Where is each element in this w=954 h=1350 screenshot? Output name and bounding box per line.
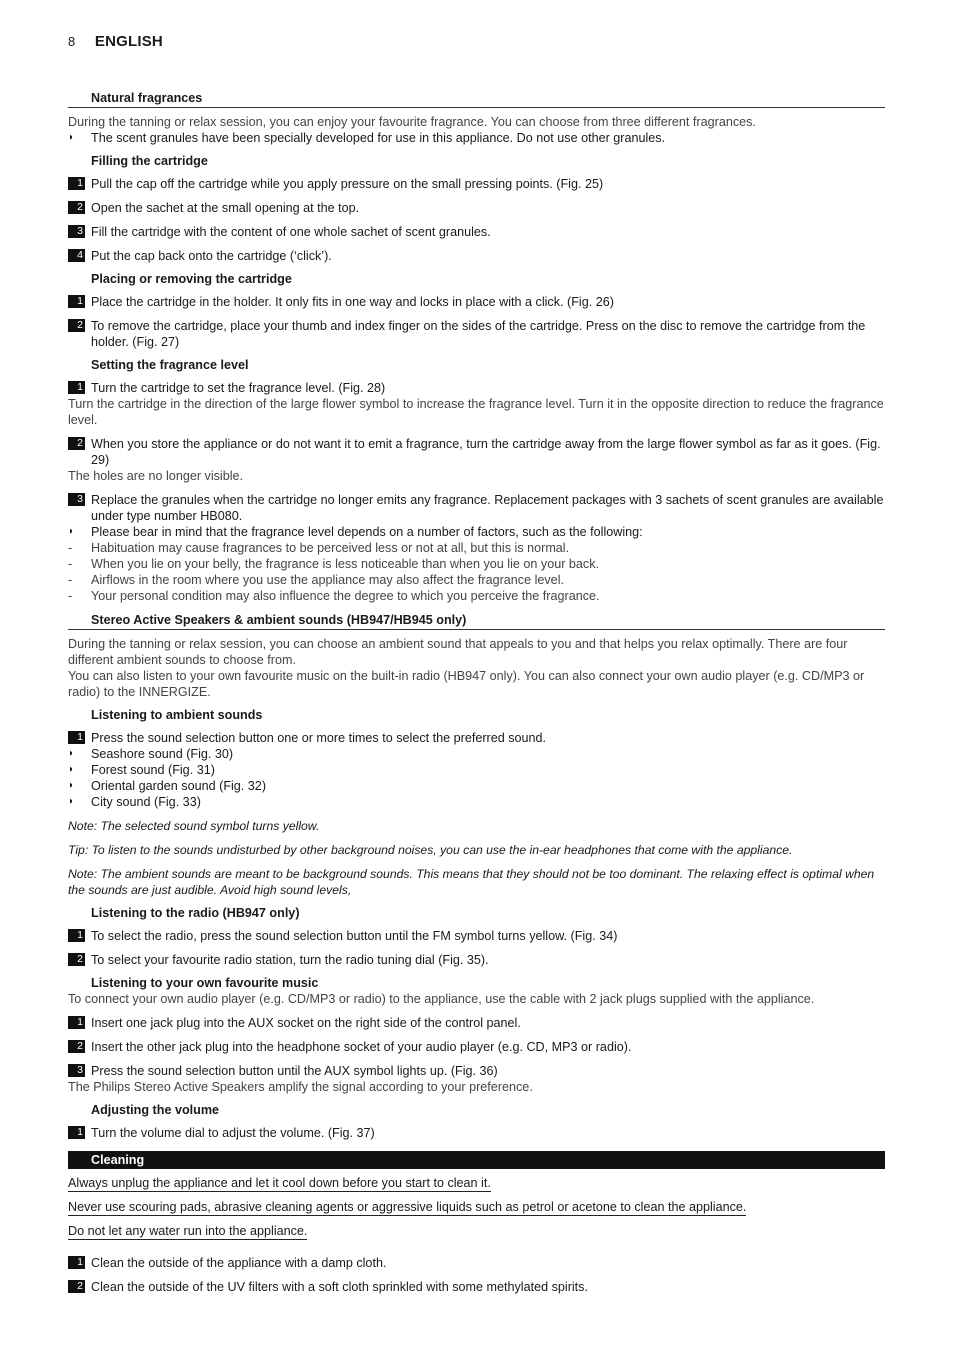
step-number: 1 bbox=[68, 1256, 85, 1269]
warning-text: Always unplug the appliance and let it cool down before you start to clean it. bbox=[68, 1176, 491, 1190]
step-item: 1 Pull the cap off the cartridge while you apply pressure on the small pressing points. (Fig. 25) bbox=[68, 176, 885, 192]
section-title-natural-fragrances: Natural fragrances bbox=[68, 90, 885, 108]
warning-text: Never use scouring pads, abrasive cleaning agents or aggressive liquids such as petrol or acetone to clean the appliance. bbox=[68, 1200, 747, 1214]
warning-text: Do not let any water run into the appliance. bbox=[68, 1224, 308, 1238]
step-number: 1 bbox=[68, 1016, 85, 1029]
step-item: 3 Press the sound selection button until the AUX symbol lights up. (Fig. 36) bbox=[68, 1063, 885, 1079]
step-item: 2 To select your favourite radio station, turn the radio tuning dial (Fig. 35). bbox=[68, 952, 885, 968]
stereo-intro-1: During the tanning or relax session, you can choose an ambient sound that appeals to you and that helps you relax optimally. There are four different ambient sounds to choose from. bbox=[68, 637, 848, 667]
bullet-icon: ◗ bbox=[68, 526, 75, 537]
step-number: 3 bbox=[68, 1064, 85, 1077]
subtitle-placing: Placing or removing the cartridge bbox=[91, 272, 292, 286]
language-label: ENGLISH bbox=[94, 33, 163, 50]
subtitle-volume: Adjusting the volume bbox=[91, 1103, 220, 1117]
step-item: 1 Insert one jack plug into the AUX socket on the right side of the control panel. bbox=[68, 1015, 885, 1031]
step-item: 2 When you store the appliance or do not want it to emit a fragrance, turn the cartridge away from the large flower symbol as far as it goes. (Fig. 29) bbox=[68, 436, 885, 468]
subtitle-music: Listening to your own favourite music bbox=[91, 976, 319, 990]
dash-item: - When you lie on your belly, the fragrance is less noticeable than when you lie on your back. bbox=[68, 557, 600, 571]
step-item: 2 Insert the other jack plug into the headphone socket of your audio player (e.g. CD, MP3 or radio). bbox=[68, 1039, 885, 1055]
step-item: 2 Open the sachet at the small opening at the top. bbox=[68, 200, 885, 216]
bullet-icon: ◗ bbox=[68, 764, 75, 775]
step-item: 1 Press the sound selection button one or more times to select the preferred sound. bbox=[68, 730, 885, 746]
step-item: 2 Clean the outside of the UV filters with a soft cloth sprinkled with some methylated spirits. bbox=[68, 1279, 885, 1295]
bullet-icon: ◗ bbox=[68, 796, 75, 807]
setting-2-text: The holes are no longer visible. bbox=[68, 469, 244, 483]
step-number: 2 bbox=[68, 319, 85, 332]
step-number: 4 bbox=[68, 249, 85, 262]
step-item: 3 Fill the cartridge with the content of one whole sachet of scent granules. bbox=[68, 224, 885, 240]
subtitle-filling: Filling the cartridge bbox=[91, 154, 208, 168]
tip-text: Tip: To listen to the sounds undisturbed by other background noises, you can use the in-ear headphones that come with the appliance. bbox=[68, 843, 793, 857]
dash-item: - Your personal condition may also influence the degree to which you perceive the fragrance. bbox=[68, 589, 600, 603]
bullet-icon: ◗ bbox=[68, 132, 75, 143]
step-item: 1 To select the radio, press the sound selection button until the FM symbol turns yellow. (Fig. 34) bbox=[68, 928, 885, 944]
subtitle-setting: Setting the fragrance level bbox=[91, 358, 249, 372]
bullet-item: ◗ The scent granules have been specially developed for use in this appliance. Do not use other granules. bbox=[68, 131, 666, 145]
step-number: 3 bbox=[68, 493, 85, 506]
note-text: Note: The ambient sounds are meant to be background sounds. This means that they should not be too dominant. The relaxing effect is optimal when the sounds are just audible. Avoid high sound levels, bbox=[68, 867, 875, 897]
step-number: 2 bbox=[68, 201, 85, 214]
step-number: 1 bbox=[68, 731, 85, 744]
subtitle-radio: Listening to the radio (HB947 only) bbox=[91, 906, 300, 920]
setting-1-text: Turn the cartridge in the direction of the large flower symbol to increase the fragrance level. Turn it in the opposite direction to reduce the fragrance level. bbox=[68, 397, 884, 427]
step-item: 1 Turn the volume dial to adjust the volume. (Fig. 37) bbox=[68, 1125, 885, 1141]
bullet-icon: ◗ bbox=[68, 748, 75, 759]
step-number: 2 bbox=[68, 437, 85, 450]
bullet-item: ◗ Seashore sound (Fig. 30) bbox=[68, 747, 234, 761]
section-title-stereo: Stereo Active Speakers & ambient sounds (HB947/HB945 only) bbox=[68, 612, 885, 630]
step-number: 1 bbox=[68, 295, 85, 308]
music-text: The Philips Stereo Active Speakers amplify the signal according to your preference. bbox=[68, 1080, 533, 1094]
step-item: 1 Clean the outside of the appliance with a damp cloth. bbox=[68, 1255, 885, 1271]
dash-item: - Habituation may cause fragrances to be perceived less or not at all, but this is normal. bbox=[68, 541, 570, 555]
step-item: 4 Put the cap back onto the cartridge (‘click’). bbox=[68, 248, 885, 264]
step-item: 2 To remove the cartridge, place your thumb and index finger on the sides of the cartridge. Press on the disc to remove the cartridge from the holder. (Fig. 27) bbox=[68, 318, 885, 350]
step-item: 3 Replace the granules when the cartridge no longer emits any fragrance. Replacement packages with 3 sachets of scent granules are available under type number HB080. bbox=[68, 492, 885, 524]
note-text: Note: The selected sound symbol turns yellow. bbox=[68, 819, 320, 833]
music-intro: To connect your own audio player (e.g. CD/MP3 or radio) to the appliance, use the cable with 2 jack plugs supplied with the appliance. bbox=[68, 992, 815, 1006]
page-header bbox=[68, 33, 163, 50]
step-number: 1 bbox=[68, 929, 85, 942]
page-content bbox=[68, 90, 885, 1303]
step-number: 1 bbox=[68, 1126, 85, 1139]
step-item: 1 Turn the cartridge to set the fragrance level. (Fig. 28) bbox=[68, 380, 885, 396]
step-number: 1 bbox=[68, 177, 85, 190]
step-number: 2 bbox=[68, 1280, 85, 1293]
page-number: 8 bbox=[68, 34, 76, 49]
dash-item: - Airflows in the room where you use the appliance may also affect the fragrance level. bbox=[68, 573, 564, 587]
step-number: 1 bbox=[68, 381, 85, 394]
step-number: 2 bbox=[68, 1040, 85, 1053]
bullet-icon: ◗ bbox=[68, 780, 75, 791]
bullet-item: ◗ Oriental garden sound (Fig. 32) bbox=[68, 779, 267, 793]
subtitle-ambient: Listening to ambient sounds bbox=[91, 708, 263, 722]
step-number: 2 bbox=[68, 953, 85, 966]
bullet-item: ◗ Forest sound (Fig. 31) bbox=[68, 763, 215, 777]
step-number: 3 bbox=[68, 225, 85, 238]
section-title-cleaning: Cleaning bbox=[68, 1151, 885, 1169]
step-item: 1 Place the cartridge in the holder. It only fits in one way and locks in place with a click. (Fig. 26) bbox=[68, 294, 885, 310]
stereo-intro-2: You can also listen to your own favourite music on the built-in radio (HB947 only). You can also connect your own audio player (e.g. CD/MP3 or radio) to the INNERGIZE. bbox=[68, 669, 865, 699]
bullet-item: ◗ Please bear in mind that the fragrance level depends on a number of factors, such as the following: bbox=[68, 525, 643, 539]
natural-intro: During the tanning or relax session, you can enjoy your favourite fragrance. You can choose from three different fragrances. bbox=[68, 115, 756, 129]
bullet-item: ◗ City sound (Fig. 33) bbox=[68, 795, 201, 809]
